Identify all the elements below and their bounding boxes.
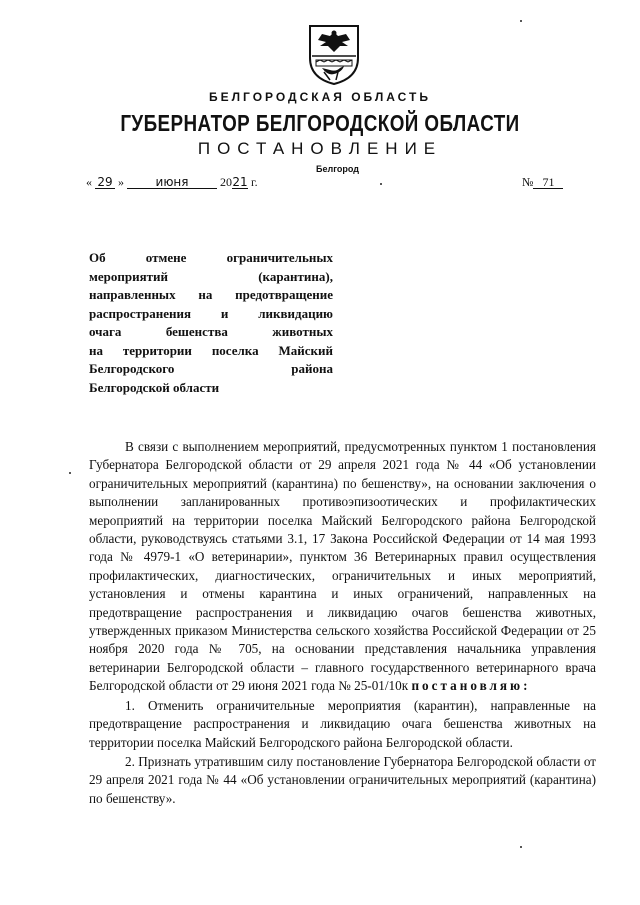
document-type: ПОСТАНОВЛЕНИЕ (197, 139, 443, 158)
subject-line: направленных на предотвращение (89, 287, 333, 302)
scan-speck (520, 846, 522, 848)
scan-speck (380, 183, 382, 185)
subject-line: мероприятий (карантина), (89, 268, 333, 284)
governor-title: ГУБЕРНАТОР БЕЛГОРОДСКОЙ ОБЛАСТИ (120, 110, 520, 136)
document-number (522, 175, 563, 190)
item-1-paragraph: 1. Отменить ограничительные мероприятия (карантин), направленные на предотвращение распространения и ликвидацию очага бешенства животных на территории поселка Майский Белгородского района Белгородской области. (89, 697, 596, 750)
date-year-prefix: 20 (220, 175, 232, 189)
scan-speck (69, 472, 71, 474)
number-label: № (522, 175, 534, 189)
decree-word: постановляю: (411, 678, 531, 694)
date-month: июня (127, 176, 217, 189)
scan-speck (520, 20, 522, 22)
document-subject (89, 249, 333, 397)
city-label: Белгород (316, 164, 359, 174)
item-2-paragraph: 2. Признать утратившим силу постановление Губернатора Белгородской области от 29 апреля 2021 года № 44 «Об установлении ограничительных мероприятий (карантина) по бешенству». (89, 753, 596, 806)
subject-line: очага бешенства животных (89, 324, 333, 339)
date-year-suffix: 21 (232, 175, 248, 189)
subject-line: распространения и ликвидацию (89, 305, 333, 321)
subject-line: Белгородского района (89, 361, 333, 376)
preamble-text: В связи с выполнением мероприятий, предусмотренных пунктом 1 постановления Губернатора Белгородской области от 29 апреля 2021 года № 44 «Об установлении ограничительных мероприятий (карантина) по бешенству», на основании заключения о выполнении запланированных противоэпизоотических и профилактических мероприятий на территории поселка Майский Белгородского района Белгородской области, руководствуясь статьями 3.1, 17 Закона Российской Федерации от 14 мая 1993 года № 4979-1 «О ветеринарии», пунктом 36 Ветеринарных правил осуществления профилактических, диагностических, ограничительных и иных мероприятий, установления и отмены карантина и иных ограничений, направленных на предотвращение распространения и ликвидацию очагов бешенства животных, утвержденных приказом Министерства сельского хозяйства Российской Федерации от 25 ноября 2020 года № 705, на основании представления начальника управления ветеринарии Белгородской области – главного государственного ветеринарного врача Белгородской области от 29 июня 2021 года № 25-01/10к (89, 439, 596, 694)
subject-line: Белгородской области (89, 379, 220, 395)
number-value: 71 (533, 176, 563, 189)
date-open-quote: « (86, 175, 92, 189)
subject-line: на территории поселка Майский (89, 342, 333, 358)
preamble-paragraph (89, 438, 596, 696)
date-line (86, 175, 258, 190)
document-body (89, 438, 596, 809)
date-day: 29 (95, 176, 115, 189)
date-year-unit: г. (251, 175, 258, 189)
subject-line: Об отмене ограничительных (89, 250, 333, 265)
belgorod-coat-of-arms-icon (304, 22, 364, 86)
region-title: БЕЛГОРОДСКАЯ ОБЛАСТЬ (209, 90, 431, 104)
date-close-quote: » (118, 175, 124, 189)
